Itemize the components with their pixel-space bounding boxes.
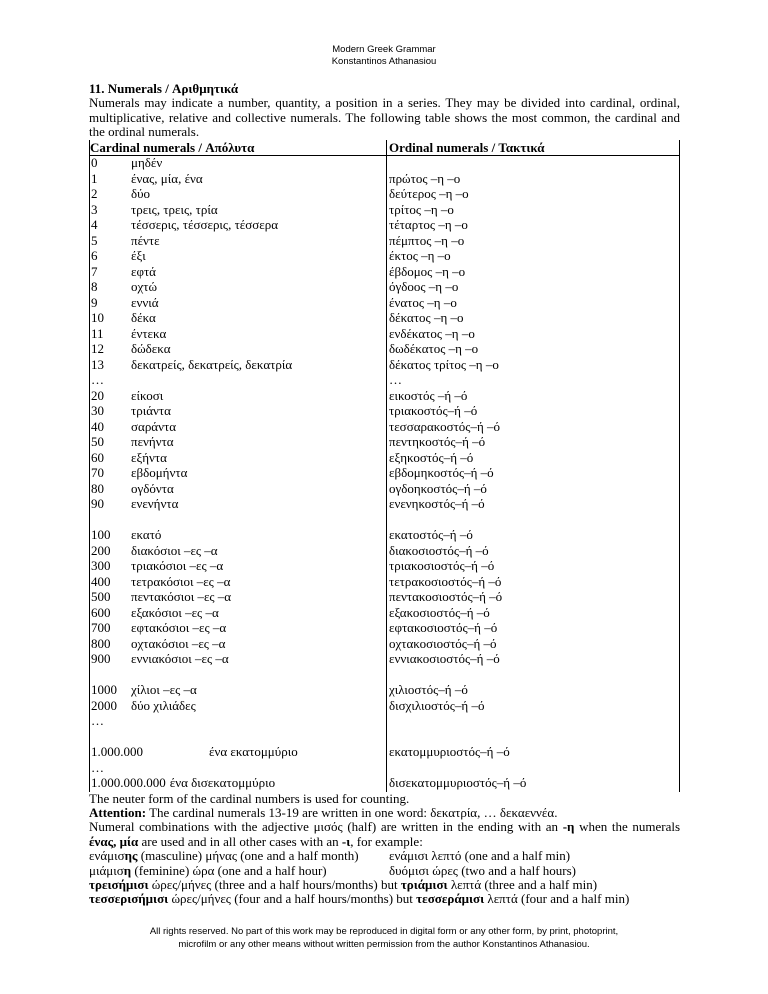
header-title: Modern Greek Grammar [332, 44, 436, 55]
number-cell: 100 [90, 528, 132, 544]
numerals-table [89, 140, 680, 792]
number-cell: 800 [90, 636, 132, 652]
half-eta: -η [562, 819, 575, 835]
half-text-a: Numeral combinations with the adjective μισός (half) are written in the ending with an [89, 819, 559, 835]
section-title: 11. Numerals / Αριθμητικά [89, 81, 239, 96]
number-cell: 3 [90, 202, 132, 218]
number-cell [90, 512, 132, 528]
cardinal-cell: εβδομήντα [131, 466, 387, 482]
table-row [90, 156, 680, 172]
footer-line-2: microfilm or any other means without written permission from the author Konstantinos Athanasiou. [178, 939, 590, 950]
half-text-b: when the numerals [579, 819, 681, 835]
example-2-left [89, 864, 389, 878]
number-cell: 4 [90, 218, 132, 234]
cardinal-cell: είκοσι [131, 388, 387, 404]
ordinal-cell: πεντηκοστός–ή –ό [387, 435, 680, 451]
number-cell: 40 [90, 419, 132, 435]
table-row [90, 171, 680, 187]
section-intro: Numerals may indicate a number, quantity, a position in a series. They may be divided into cardinal, ordinal, multiplicative, relative and collective numerals. The following table shows the most common, the cardinal and the ordinal numerals. [89, 95, 680, 140]
page-content [89, 82, 680, 907]
note-attention [89, 806, 680, 820]
ex4-bold-2: τεσσεράμισι [416, 891, 485, 907]
note-half [89, 820, 680, 849]
cardinal-cell: εκατό [131, 528, 387, 544]
cardinal-cell: δέκα [131, 311, 387, 327]
number-cell: 60 [90, 450, 132, 466]
table-row [90, 388, 680, 404]
ordinal-cell: ογδοηκοστός–ή –ό [387, 481, 680, 497]
table-row [90, 326, 680, 342]
attention-label: Attention: [89, 805, 147, 821]
ordinal-cell: δέκατος –η –ο [387, 311, 680, 327]
table-row [90, 512, 680, 528]
table-row [90, 233, 680, 249]
table-row [90, 435, 680, 451]
ex4-end: λεπτά (four and a half min) [487, 891, 630, 907]
table-row [90, 621, 680, 637]
cardinal-cell [131, 667, 387, 683]
ordinal-cell: ένατος –η –ο [387, 295, 680, 311]
number-cell: 10 [90, 311, 132, 327]
ex3-bold-1: τρεισήμισι [89, 877, 149, 893]
number-cell [90, 667, 132, 683]
table-row [90, 187, 680, 203]
table-row [90, 605, 680, 621]
cardinal-cell: τετρακόσιοι –ες –α [131, 574, 387, 590]
ordinal-cell: εκατοστός–ή –ό [387, 528, 680, 544]
ordinal-cell [387, 714, 680, 730]
ordinal-cell: έβδομος –η –ο [387, 264, 680, 280]
ordinal-cell: πέμπτος –η –ο [387, 233, 680, 249]
table-row [90, 311, 680, 327]
table-row [90, 667, 680, 683]
cardinal-cell: δώδεκα [131, 342, 387, 358]
number-cell: … [90, 373, 132, 389]
note-neuter: The neuter form of the cardinal numbers is used for counting. [89, 790, 410, 806]
ordinal-cell: … [387, 373, 680, 389]
cardinal-cell: έντεκα [131, 326, 387, 342]
table-row [90, 342, 680, 358]
ordinal-cell [387, 667, 680, 683]
table-row [90, 202, 680, 218]
ex2-right-rest: ώρες (two and a half hours) [432, 862, 576, 878]
cardinal-cell: χίλιοι –ες –α [131, 683, 387, 699]
ex2-rest: (feminine) ώρα (one and a half hour) [134, 862, 327, 878]
number-cell: 1.000.000.000 [91, 775, 166, 791]
half-text-c: are used and in all other cases with an [141, 833, 339, 849]
ordinal-cell: εβδομηκοστός–ή –ό [387, 466, 680, 482]
table-row [90, 574, 680, 590]
number-cell: 900 [90, 652, 132, 668]
number-cell: 300 [90, 559, 132, 575]
ex1-ending: ης [124, 848, 138, 864]
number-cell: … [91, 759, 104, 775]
cardinal-cell: ενενήντα [131, 497, 387, 513]
half-iota: -ι [341, 833, 351, 849]
ordinal-header: Ordinal numerals / Τακτικά [387, 140, 680, 156]
table-row [90, 528, 680, 544]
cardinal-cell [131, 512, 387, 528]
number-cell: 500 [90, 590, 132, 606]
ordinal-cell: δωδέκατος –η –ο [387, 342, 680, 358]
table-row [90, 373, 680, 389]
table-row [90, 729, 680, 745]
ordinal-cell: πεντακοσιοστός–ή –ό [387, 590, 680, 606]
table-row [90, 776, 680, 792]
cardinal-cell: έξι [131, 249, 387, 265]
ordinal-cell: τέταρτος –η –ο [387, 218, 680, 234]
ex4-mid: ώρες/μήνες (four and a half hours/months) but [171, 891, 413, 907]
cardinal-cell: εφτά [131, 264, 387, 280]
example-row-3 [89, 878, 680, 892]
table-row [90, 698, 680, 714]
number-cell: 90 [90, 497, 132, 513]
ex3-mid: ώρες/μήνες (three and a half hours/months) but [151, 877, 398, 893]
ex1-stem: ενάμισ [89, 848, 125, 864]
ordinal-cell: τριακοσιοστός–ή –ό [387, 559, 680, 575]
ordinal-cell: οχτακοσιοστός–ή –ό [387, 636, 680, 652]
half-bold: ένας, μία [89, 833, 139, 849]
table-row [90, 543, 680, 559]
cardinal-cell: οχτακόσιοι –ες –α [131, 636, 387, 652]
cardinal-cell: δύο [131, 187, 387, 203]
cardinal-cell: εξήντα [131, 450, 387, 466]
ex4-bold-1: τεσσερισήμισι [89, 891, 169, 907]
attention-text: The cardinal numerals 13-19 are written in one word: δεκατρία, … δεκαεννέα. [149, 805, 558, 821]
ordinal-cell: τετρακοσιοστός–ή –ό [387, 574, 680, 590]
cardinal-cell [131, 729, 387, 745]
ordinal-cell: διακοσιοστός–ή –ό [387, 543, 680, 559]
number-cell: 200 [90, 543, 132, 559]
number-cell: 13 [90, 357, 132, 373]
cardinal-cell [131, 373, 387, 389]
number-cell: 12 [90, 342, 132, 358]
number-cell: 6 [90, 249, 132, 265]
ordinal-cell: ενενηκοστός–ή –ό [387, 497, 680, 513]
table-row [90, 745, 680, 761]
cardinal-cell: δεκατρείς, δεκατρείς, δεκατρία [131, 357, 387, 373]
ordinal-cell [387, 156, 680, 172]
example-1-right: ενάμισι λεπτό (one and a half min) [389, 848, 571, 864]
cardinal-cell: μηδέν [131, 156, 387, 172]
big-number-cell [90, 776, 387, 792]
cardinal-cell: εννιά [131, 295, 387, 311]
cardinal-cell: εξακόσιοι –ες –α [131, 605, 387, 621]
number-cell: 8 [90, 280, 132, 296]
cardinal-cell: πέντε [131, 233, 387, 249]
cardinal-cell: πενήντα [131, 435, 387, 451]
cardinal-cell: δύο χιλιάδες [131, 698, 387, 714]
ordinal-cell: εικοστός –ή –ό [387, 388, 680, 404]
ordinal-cell: δισχιλιοστός–ή –ό [387, 698, 680, 714]
cardinal-cell: τέσσερις, τέσσερις, τέσσερα [131, 218, 387, 234]
ordinal-cell: πρώτος –η –ο [387, 171, 680, 187]
ordinal-cell [387, 760, 680, 776]
ordinal-cell: εξηκοστός–ή –ό [387, 450, 680, 466]
table-body [90, 156, 680, 792]
ordinal-cell: εκατομμυριοστός–ή –ό [387, 745, 680, 761]
cardinal-cell: ογδόντα [131, 481, 387, 497]
cardinal-cell: σαράντα [131, 419, 387, 435]
cardinal-cell: εννιακόσιοι –ες –α [131, 652, 387, 668]
cardinal-cell: οχτώ [131, 280, 387, 296]
cardinal-cell: τριάντα [131, 404, 387, 420]
ordinal-cell: τεσσαρακοστός–ή –ό [387, 419, 680, 435]
number-cell: 600 [90, 605, 132, 621]
table-row [90, 636, 680, 652]
table-row [90, 683, 680, 699]
ordinal-cell: έκτος –η –ο [387, 249, 680, 265]
table-row [90, 590, 680, 606]
number-cell: 1 [90, 171, 132, 187]
cardinal-cell: εφτακόσιοι –ες –α [131, 621, 387, 637]
ordinal-cell: χιλιοστός–ή –ό [387, 683, 680, 699]
ex2-stem: μιάμισ [89, 862, 124, 878]
cardinal-cell: ένας, μία, ένα [131, 171, 387, 187]
table-row [90, 559, 680, 575]
number-cell: 5 [90, 233, 132, 249]
number-cell: 11 [90, 326, 132, 342]
ordinal-cell [387, 512, 680, 528]
ordinal-cell: δεύτερος –η –ο [387, 187, 680, 203]
table-row [90, 357, 680, 373]
number-cell [90, 729, 132, 745]
ex3-end: λεπτά (three and a half min) [450, 877, 598, 893]
cardinal-cell: τριακόσιοι –ες –α [131, 559, 387, 575]
table-row [90, 249, 680, 265]
number-cell: 7 [90, 264, 132, 280]
ordinal-cell: δέκατος τρίτος –η –ο [387, 357, 680, 373]
page-footer [0, 925, 768, 951]
number-cell: 1.000.000 [91, 744, 143, 760]
cardinal-cell: τρεις, τρεις, τρία [131, 202, 387, 218]
table-row [90, 652, 680, 668]
table-row [90, 218, 680, 234]
cardinal-header: Cardinal numerals / Απόλυτα [90, 140, 387, 156]
number-cell: 2 [90, 187, 132, 203]
table-row [90, 497, 680, 513]
table-row [90, 466, 680, 482]
ordinal-cell: όγδοος –η –ο [387, 280, 680, 296]
example-row-4 [89, 892, 680, 906]
table-row [90, 481, 680, 497]
cardinal-cell [131, 714, 387, 730]
table-row [90, 760, 680, 776]
cardinal-cell: ένα δισεκατομμύριο [169, 775, 276, 791]
ordinal-cell: τριακοστός–ή –ό [387, 404, 680, 420]
number-cell: 2000 [90, 698, 132, 714]
page-header [0, 44, 768, 68]
cardinal-cell: ένα εκατομμύριο [209, 744, 298, 760]
ordinal-cell: εφτακοσιοστός–ή –ό [387, 621, 680, 637]
table-row [90, 714, 680, 730]
ordinal-cell [387, 729, 680, 745]
footer-line-1: All rights reserved. No part of this work may be reproduced in digital form or any other form, by print, photoprint, [149, 926, 619, 937]
table-row [90, 404, 680, 420]
ex1-rest: (masculine) μήνας (one and a half month) [140, 848, 359, 864]
table-row [90, 264, 680, 280]
ordinal-cell: τρίτος –η –ο [387, 202, 680, 218]
ex2-ending: η [123, 862, 132, 878]
half-text-d: , for example: [350, 833, 423, 849]
ordinal-cell: εννιακοσιοστός–ή –ό [387, 652, 680, 668]
example-row-2 [89, 864, 680, 878]
table-row [90, 419, 680, 435]
number-cell: 30 [90, 404, 132, 420]
ordinal-cell: ενδέκατος –η –ο [387, 326, 680, 342]
number-cell: 1000 [90, 683, 132, 699]
number-cell: 0 [90, 156, 132, 172]
ex3-bold-2: τριάμισι [400, 877, 448, 893]
number-cell: 400 [90, 574, 132, 590]
table-row [90, 450, 680, 466]
big-number-cell [90, 745, 387, 761]
table-row [90, 295, 680, 311]
example-1-left [89, 849, 389, 863]
number-cell: 9 [90, 295, 132, 311]
big-number-cell [90, 760, 387, 776]
number-cell: 50 [90, 435, 132, 451]
number-cell: 80 [90, 481, 132, 497]
number-cell: 70 [90, 466, 132, 482]
example-2-right [389, 864, 576, 878]
number-cell: 700 [90, 621, 132, 637]
cardinal-cell: πεντακόσιοι –ες –α [131, 590, 387, 606]
table-header-row [90, 140, 680, 156]
ordinal-cell: εξακοσιοστός–ή –ό [387, 605, 680, 621]
ordinal-cell: δισεκατομμυριοστός–ή –ό [387, 776, 680, 792]
number-cell: … [90, 714, 132, 730]
example-row-1 [89, 849, 680, 863]
table-row [90, 280, 680, 296]
ex2-right-stem: δυόμισι [389, 862, 430, 878]
cardinal-cell: διακόσιοι –ες –α [131, 543, 387, 559]
header-author: Konstantinos Athanasiou [331, 56, 437, 67]
number-cell: 20 [90, 388, 132, 404]
